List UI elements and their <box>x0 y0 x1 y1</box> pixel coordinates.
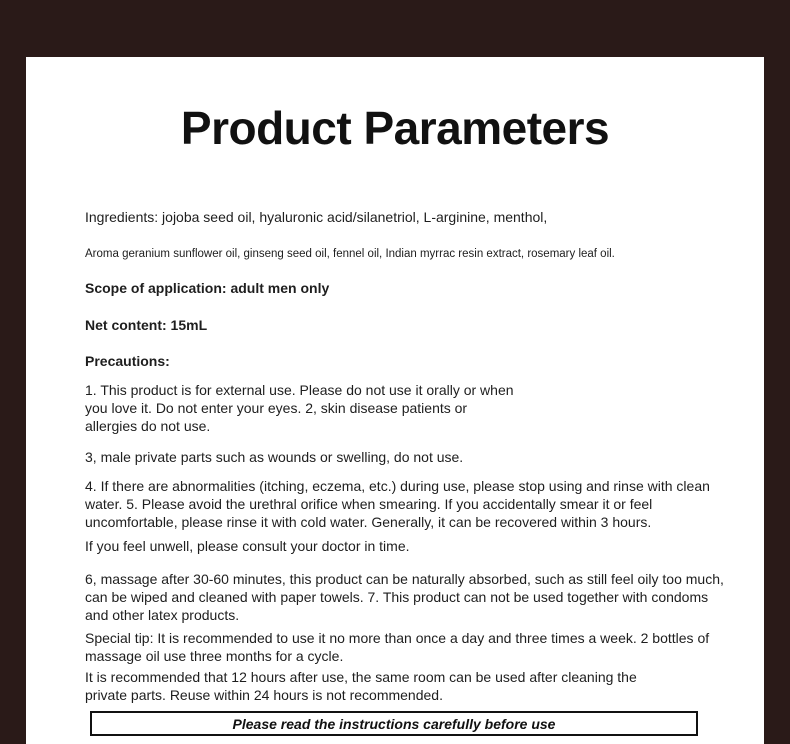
instructions-notice-box: Please read the instructions carefully before use <box>90 711 698 736</box>
page-title: Product Parameters <box>180 102 610 154</box>
special-tip: Special tip: It is recommended to use it no more than once a day and three times a week. 2 bottles of massage oil use three months for a cycle. <box>85 630 710 664</box>
ingredients-line-1: Ingredients: jojoba seed oil, hyaluronic acid/silanetriol, L-arginine, menthol, <box>85 209 548 225</box>
scope-of-application: Scope of application: adult men only <box>85 280 330 296</box>
precaution-1-2: 1. This product is for external use. Please do not use it orally or when you love it. Do not enter your eyes. 2, skin disease patients or allergies do not use. <box>85 382 514 434</box>
precaution-3: 3, male private parts such as wounds or swelling, do not use. <box>85 449 464 465</box>
precautions-heading: Precautions: <box>85 353 170 369</box>
net-content: Net content: 15mL <box>85 317 208 333</box>
recommendation: It is recommended that 12 hours after use, the same room can be used after cleaning the private parts. Reuse within 24 hours is not recommended. <box>85 669 637 703</box>
ingredients-line-2: Aroma geranium sunflower oil, ginseng seed oil, fennel oil, Indian myrrac resin extract, rosemary leaf oil. <box>85 248 615 260</box>
precaution-4-5: 4. If there are abnormalities (itching, eczema, etc.) during use, please stop using and rinse with clean water. 5. Please avoid the urethral orifice when smearing. If you accidentally smear it or feel uncomfortable, please rinse it with cold water. Generally, it can be recovered within 3 hours. <box>85 478 710 530</box>
document-sheet <box>26 57 764 744</box>
precaution-unwell: If you feel unwell, please consult your doctor in time. <box>85 538 410 554</box>
precaution-6-7: 6, massage after 30-60 minutes, this product can be naturally absorbed, such as still feel oily too much, can be wiped and cleaned with paper towels. 7. This product can not be used together with condoms and other latex products. <box>85 571 724 623</box>
